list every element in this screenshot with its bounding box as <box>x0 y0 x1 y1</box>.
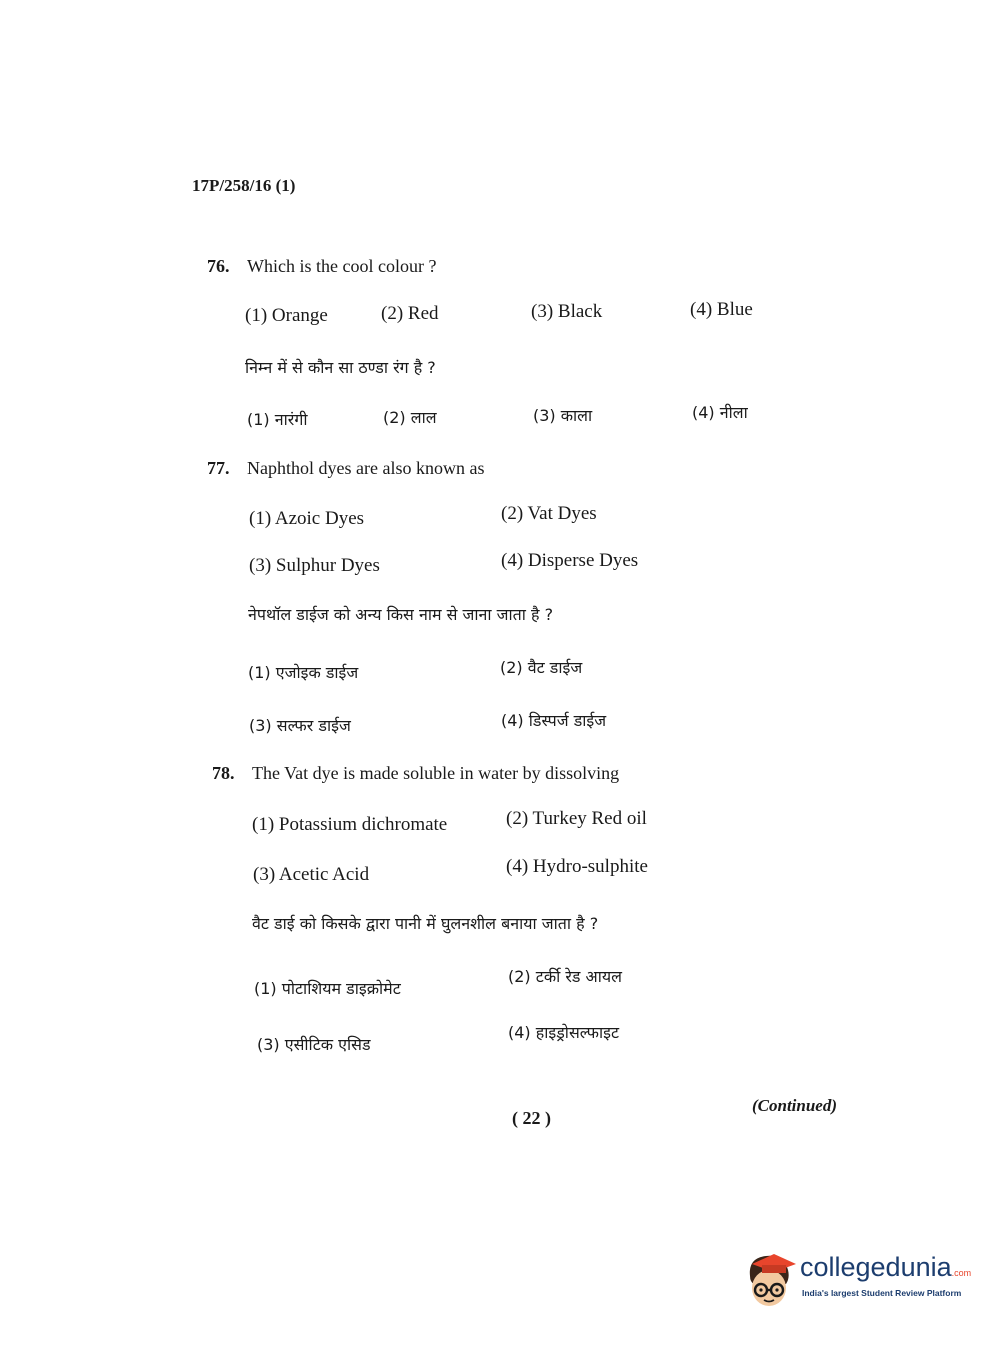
q76-hindi-option-4: (4) नीला <box>692 403 748 422</box>
q77-option-3: (3) Sulphur Dyes <box>249 555 380 576</box>
mascot-icon <box>742 1250 798 1312</box>
q76-hindi-option-2: (2) लाल <box>383 408 437 427</box>
q77-hindi-option-1: (1) एजोइक डाईज <box>248 663 359 682</box>
q76-option-3: (3) Black <box>531 301 603 322</box>
q77-hindi-option-4: (4) डिस्पर्ज डाईज <box>501 711 607 730</box>
q78-hindi-text: वैट डाई को किसके द्वारा पानी में घुलनशील बनाया जाता है ? <box>252 914 599 933</box>
page-number: ( 22 ) <box>512 1108 551 1128</box>
question-76 <box>207 256 436 277</box>
q76-option-1: (1) Orange <box>245 305 328 326</box>
q77-hindi-text: नेपथॉल डाईज को अन्य किस नाम से जाना जाता है ? <box>248 605 554 624</box>
q78-option-1: (1) Potassium dichromate <box>252 814 448 835</box>
q77-option-4: (4) Disperse Dyes <box>501 550 639 571</box>
q76-option-2: (2) Red <box>381 303 439 324</box>
continued-label: (Continued) <box>752 1096 838 1115</box>
question-number: 76. <box>207 256 230 276</box>
q76-option-4: (4) Blue <box>690 299 753 320</box>
logo-wordmark <box>800 1252 971 1283</box>
q78-option-3: (3) Acetic Acid <box>253 864 370 885</box>
logo-name: collegedunia <box>800 1252 952 1282</box>
q78-option-2: (2) Turkey Red oil <box>506 808 647 829</box>
q76-hindi-text: निम्न में से कौन सा ठण्डा रंग है ? <box>245 358 436 377</box>
question-78 <box>212 763 619 784</box>
question-number: 78. <box>212 763 235 783</box>
q78-hindi-option-2: (2) टर्की रेड आयल <box>508 967 623 986</box>
q77-hindi-option-2: (2) वैट डाईज <box>500 658 583 677</box>
q77-option-1: (1) Azoic Dyes <box>249 508 365 529</box>
q76-hindi-option-3: (3) काला <box>533 406 593 425</box>
q77-hindi-option-3: (3) सल्फर डाईज <box>249 716 351 735</box>
question-text: The Vat dye is made soluble in water by dissolving <box>252 763 620 783</box>
question-77 <box>207 458 484 479</box>
q77-option-2: (2) Vat Dyes <box>501 503 597 524</box>
q76-hindi-option-1: (1) नारंगी <box>247 410 308 429</box>
q78-hindi-option-3: (3) एसीटिक एसिड <box>257 1035 371 1054</box>
question-number: 77. <box>207 458 230 478</box>
paper-code: 17P/258/16 (1) <box>192 176 296 195</box>
q78-option-4: (4) Hydro-sulphite <box>506 856 648 877</box>
question-text: Naphthol dyes are also known as <box>247 458 485 478</box>
question-text: Which is the cool colour ? <box>247 256 437 276</box>
collegedunia-logo <box>742 1250 972 1320</box>
q78-hindi-option-4: (4) हाइड्रोसल्फाइट <box>508 1023 620 1042</box>
logo-tagline: India's largest Student Review Platform <box>802 1288 962 1298</box>
q78-hindi-option-1: (1) पोटाशियम डाइक्रोमेट <box>254 979 401 998</box>
logo-suffix: .com <box>951 1268 972 1278</box>
